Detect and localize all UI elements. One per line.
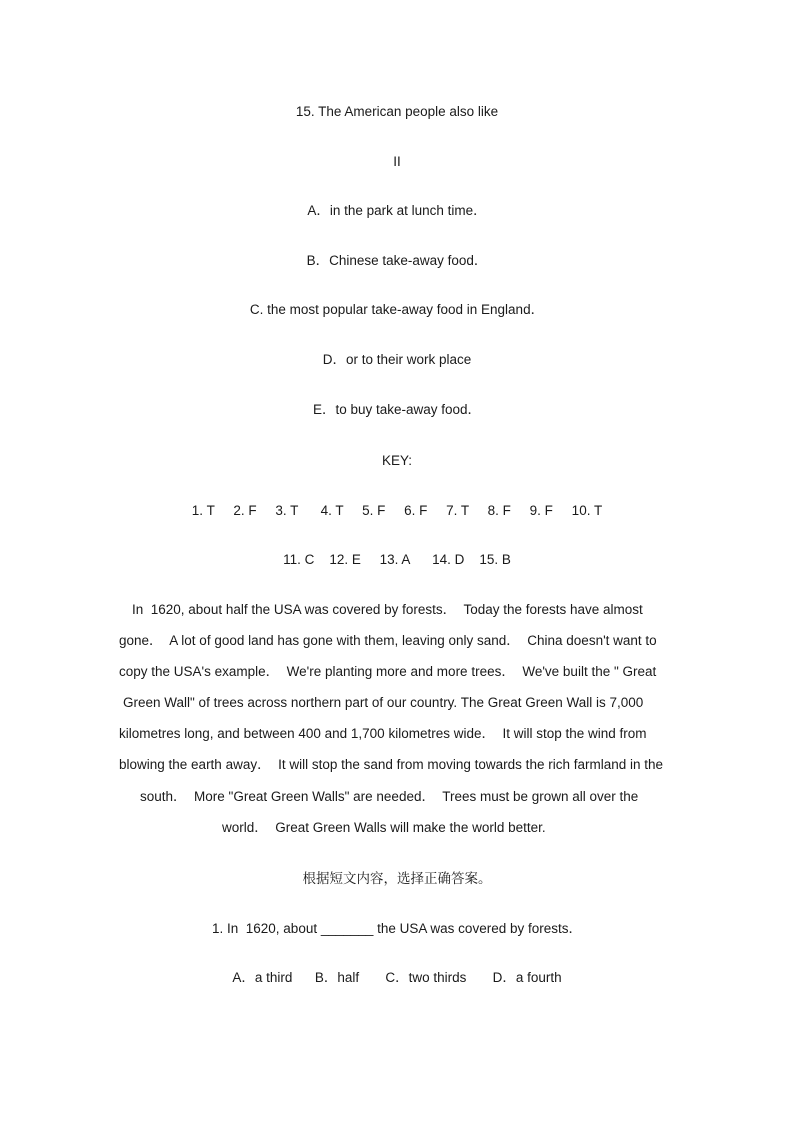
key-row-2: 11. C 12. E 13. A 14. D 15. B bbox=[283, 552, 511, 567]
option-b: B．Chinese take-away food． bbox=[306, 253, 488, 268]
instruction: 根据短文内容，选择正确答案。 bbox=[302, 871, 492, 887]
option-d: D．or to their work place bbox=[322, 352, 472, 367]
key-row-1: 1. T 2. F 3. T 4. T 5. F 6. F 7. T 8. F 9. F 10. T bbox=[191, 503, 603, 518]
question-15: 15. The American people also like bbox=[295, 104, 499, 119]
passage-line: world． Great Green Walls will make the world better. bbox=[222, 820, 546, 835]
passage-line: blowing the earth away． It will stop the sand from moving towards the rich farmland in the bbox=[119, 757, 664, 772]
passage-line: copy the USA's example． We're planting more and more trees． We've built the " Great bbox=[119, 664, 657, 679]
option-a: A．in the park at lunch time． bbox=[307, 203, 487, 218]
passage-line: kilometres long, and between 400 and 1,700 kilometres wide． It will stop the wind from bbox=[119, 726, 647, 741]
passage-line: In 1620, about half the USA was covered by forests． Today the forests have almost bbox=[132, 602, 643, 617]
question-1-options: A．a third B．half C．two thirds D．a fourth bbox=[232, 970, 562, 985]
question-1: 1. In 1620, about _______ the USA was covered by forests． bbox=[212, 921, 582, 936]
key-label: KEY: bbox=[381, 453, 413, 468]
passage-line: gone． A lot of good land has gone with them, leaving only sand． China doesn't want to bbox=[119, 633, 657, 648]
passage-line: Green Wall" of trees across northern part of our country. The Great Green Wall is 7,000 bbox=[123, 695, 644, 710]
passage-line: south． More "Great Green Walls" are needed． Trees must be grown all over the bbox=[140, 789, 639, 804]
section-marker: II bbox=[393, 154, 401, 169]
option-c: C. the most popular take-away food in England． bbox=[249, 302, 545, 317]
option-e: E．to buy take-away food． bbox=[312, 402, 482, 417]
